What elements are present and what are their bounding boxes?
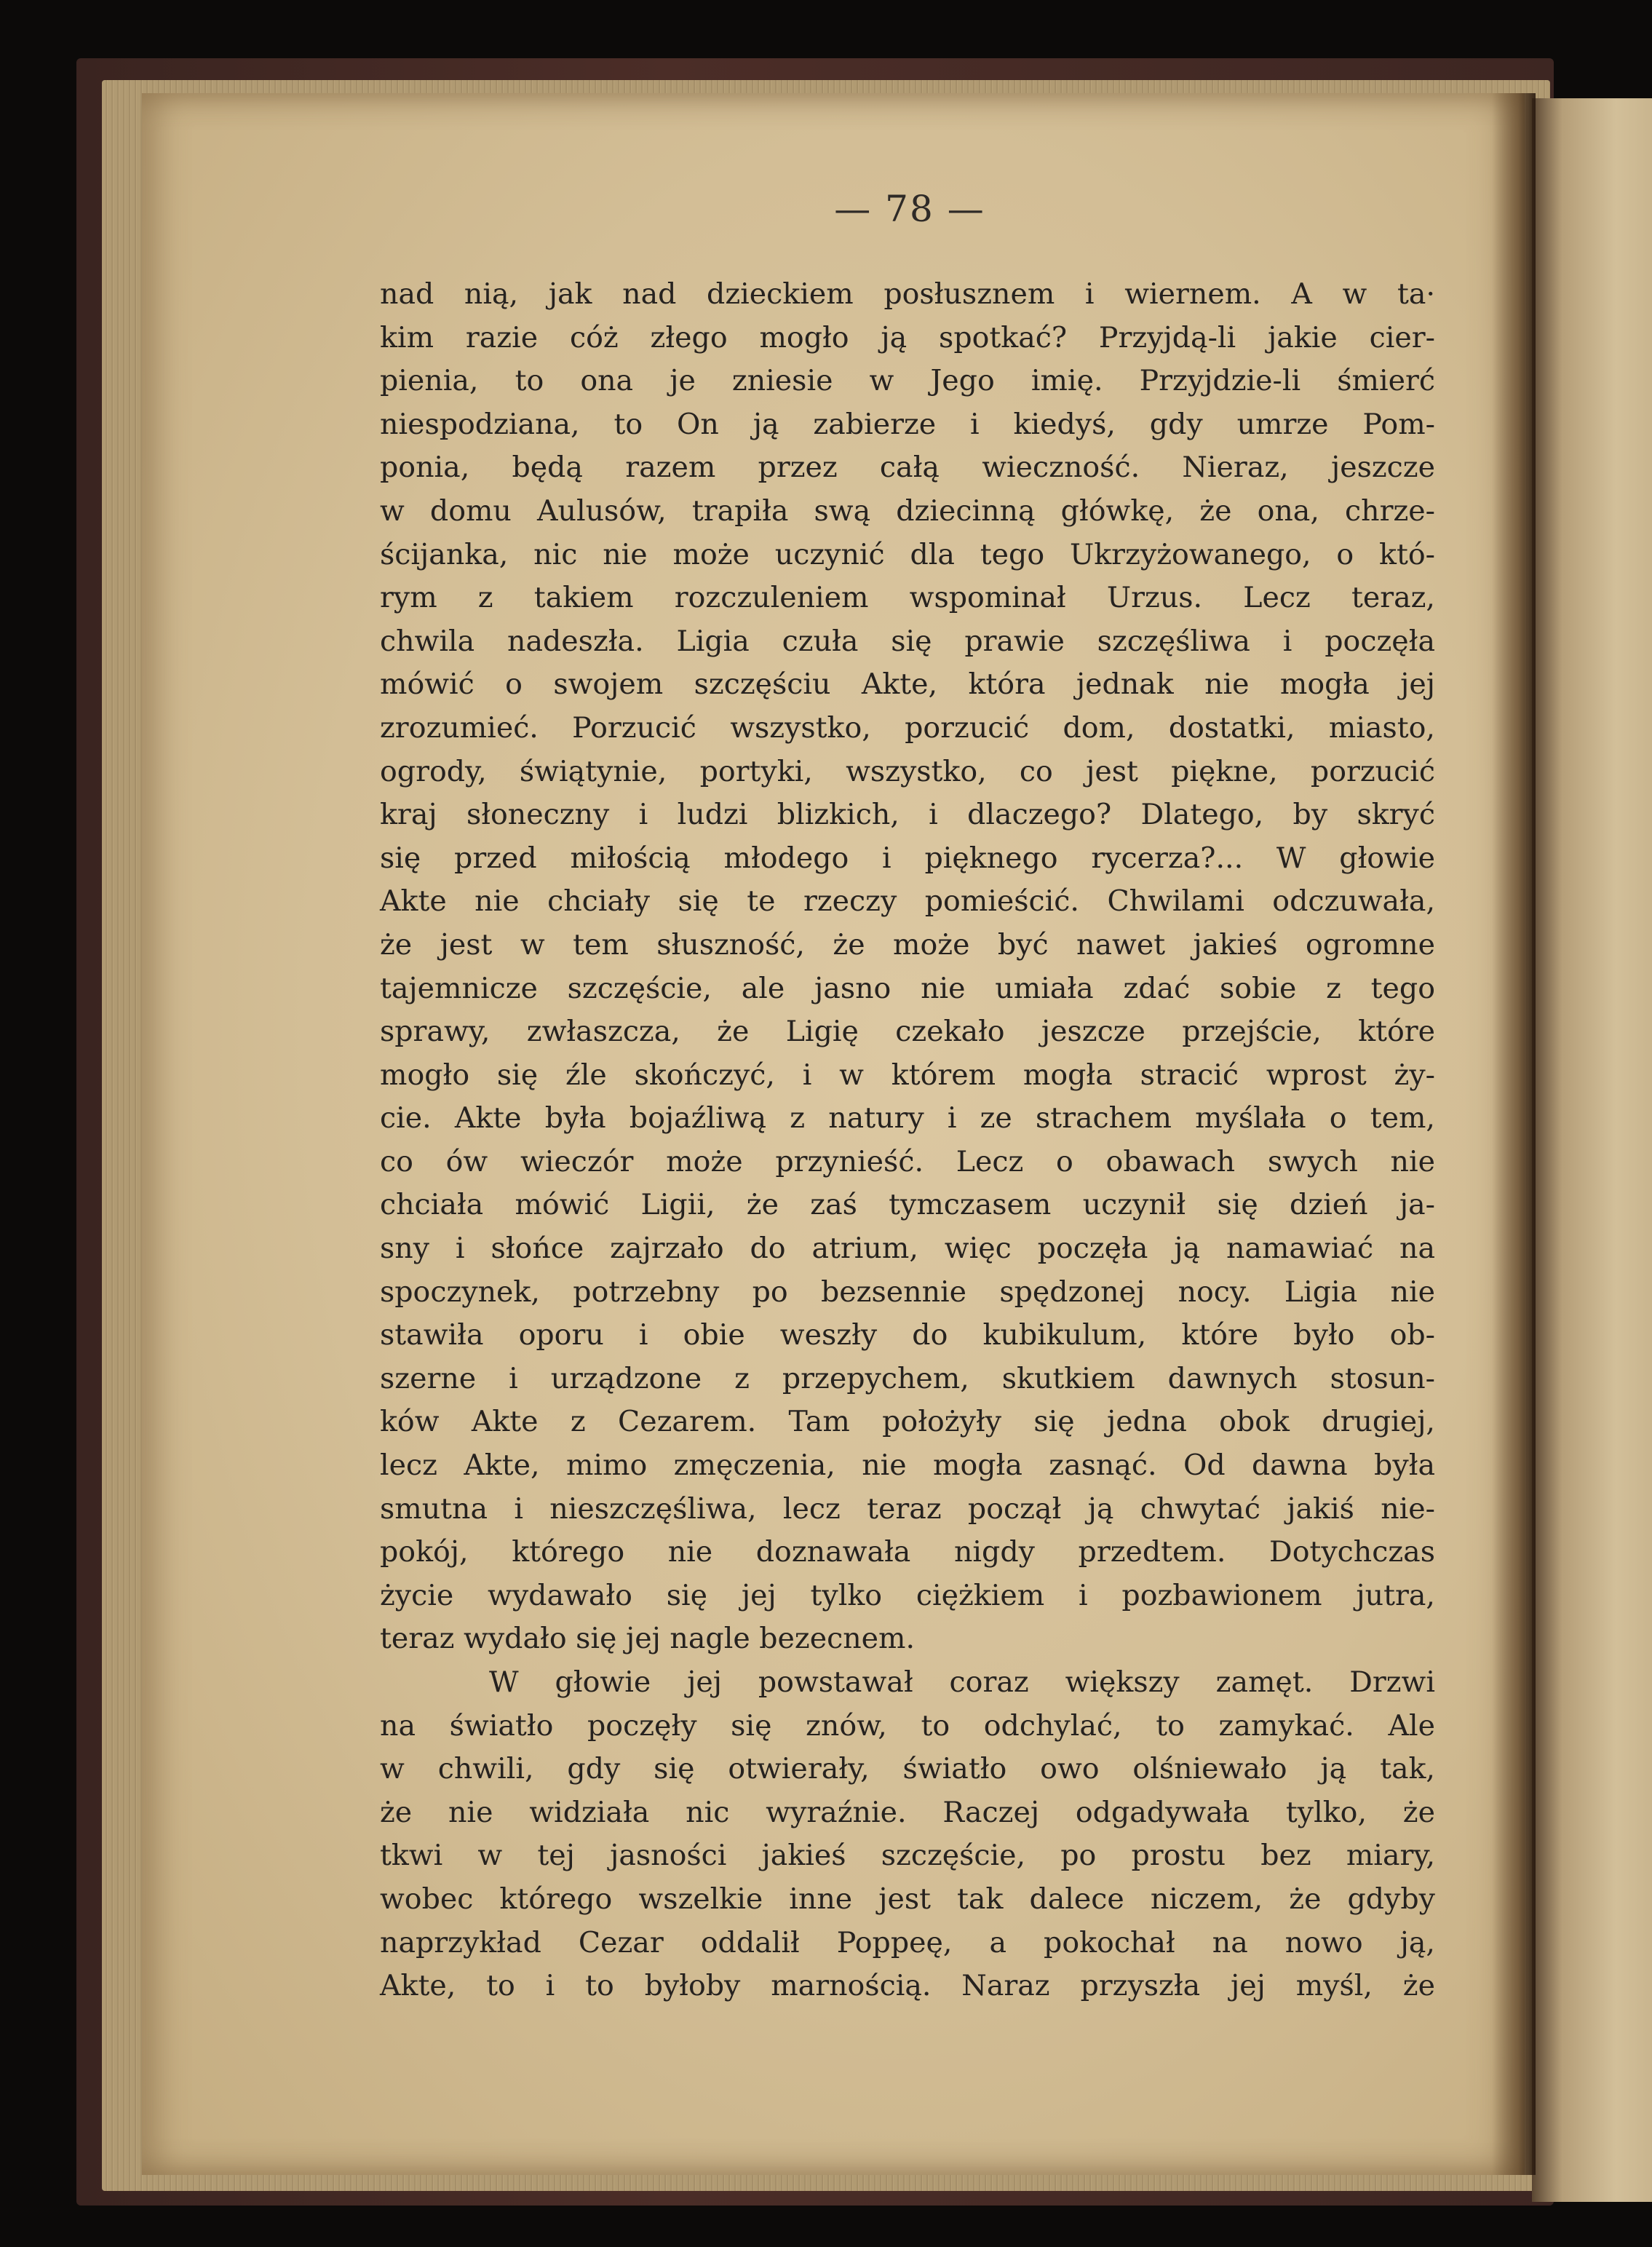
- text-line: ścijanka, nic nie może uczynić dla tego Ukrzyżowanego, o któ-: [380, 537, 1435, 571]
- text-line: Akte nie chciały się te rzeczy pomieścić. Chwilami odczuwała,: [380, 884, 1435, 919]
- page-number: — 78 —: [834, 188, 985, 230]
- text-line: cie. Akte była bojaźliwą z natury i ze strachem myślała o tem,: [380, 1101, 1435, 1136]
- text-line: Akte, to i to byłoby marnością. Naraz przyszła jej myśl, że: [380, 1969, 1435, 2003]
- text-line: co ów wieczór może przynieść. Lecz o obawach swych nie: [380, 1144, 1435, 1178]
- text-line: stawiła oporu i obie weszły do kubikulum, które było ob-: [380, 1318, 1435, 1352]
- text-line: w domu Aulusów, trapiła swą dziecinną główkę, że ona, chrze-: [380, 494, 1435, 528]
- text-line: pienia, to ona je zniesie w Jego imię. Przyjdzie-li śmierć: [380, 364, 1435, 398]
- text-line: sprawy, zwłaszcza, że Ligię czekało jeszcze przejście, które: [380, 1015, 1435, 1049]
- text-line: mogło się źle skończyć, i w którem mogła stracić wprost ży-: [380, 1058, 1435, 1092]
- text-line: sny i słońce zajrzało do atrium, więc poczęła ją namawiać na: [380, 1232, 1435, 1266]
- text-line: niespodziana, to On ją zabierze i kiedyś, gdy umrze Pom-: [380, 407, 1435, 441]
- text-line: tkwi w tej jasności jakieś szczęście, po prostu bez miary,: [380, 1839, 1435, 1873]
- paragraph-start-line: W głowie jej powstawał coraz większy zamęt. Drzwi: [489, 1665, 1435, 1699]
- text-line: spoczynek, potrzebny po bezsennie spędzonej nocy. Ligia nie: [380, 1275, 1435, 1309]
- text-line: w chwili, gdy się otwierały, światło owo olśniewało ją tak,: [380, 1752, 1435, 1786]
- text-line: nad nią, jak nad dzieckiem posłusznem i wiernem. A w ta·: [380, 277, 1435, 311]
- paragraph-end-line: teraz wydało się jej nagle bezecnem.: [380, 1622, 916, 1656]
- text-line: na światło poczęły się znów, to odchylać, to zamykać. Ale: [380, 1708, 1435, 1743]
- text-line: chwila nadeszła. Ligia czuła się prawie szczęśliwa i poczęła: [380, 624, 1435, 658]
- text-line: naprzykład Cezar oddalił Poppeę, a pokochał na nowo ją,: [380, 1925, 1435, 1959]
- text-line: rym z takiem rozczuleniem wspominał Urzus. Lecz teraz,: [380, 581, 1435, 615]
- text-line: lecz Akte, mimo zmęczenia, nie mogła zasnąć. Od dawna była: [380, 1449, 1435, 1483]
- body-text: [380, 273, 1435, 2008]
- text-line: tajemnicze szczęście, ale jasno nie umiała zdać sobie z tego: [380, 971, 1435, 1005]
- gutter-shadow: [1492, 93, 1536, 2175]
- text-line: wobec którego wszelkie inne jest tak dalece niczem, że gdyby: [380, 1882, 1435, 1916]
- text-line: chciała mówić Ligii, że zaś tymczasem uczynił się dzień ja-: [380, 1188, 1435, 1222]
- text-line: smutna i nieszczęśliwa, lecz teraz począł ją chwytać jakiś nie-: [380, 1491, 1435, 1526]
- text-line: kim razie cóż złego mogło ją spotkać? Przyjdą-li jakie cier-: [380, 320, 1435, 354]
- text-line: ków Akte z Cezarem. Tam położyły się jedna obok drugiej,: [380, 1405, 1435, 1439]
- facing-page-edge: [1532, 98, 1652, 2202]
- text-line: ogrody, świątynie, portyki, wszystko, co jest piękne, porzucić: [380, 754, 1435, 788]
- text-line: zrozumieć. Porzucić wszystko, porzucić dom, dostatki, miasto,: [380, 710, 1435, 745]
- text-line: życie wydawało się jej tylko ciężkiem i pozbawionem jutra,: [380, 1578, 1435, 1612]
- text-line: kraj słoneczny i ludzi blizkich, i dlaczego? Dlatego, by skryć: [380, 798, 1435, 832]
- text-line: mówić o swojem szczęściu Akte, która jednak nie mogła jej: [380, 667, 1435, 702]
- text-line: się przed miłością młodego i pięknego rycerza?... W głowie: [380, 841, 1435, 875]
- text-line: pokój, którego nie doznawała nigdy przedtem. Dotychczas: [380, 1535, 1435, 1569]
- text-line: że nie widziała nic wyraźnie. Raczej odgadywała tylko, że: [380, 1795, 1435, 1829]
- text-line: szerne i urządzone z przepychem, skutkiem dawnych stosun-: [380, 1361, 1435, 1395]
- text-line: ponia, będą razem przez całą wieczność. Nieraz, jeszcze: [380, 451, 1435, 485]
- text-line: że jest w tem słuszność, że może być nawet jakieś ogromne: [380, 927, 1435, 962]
